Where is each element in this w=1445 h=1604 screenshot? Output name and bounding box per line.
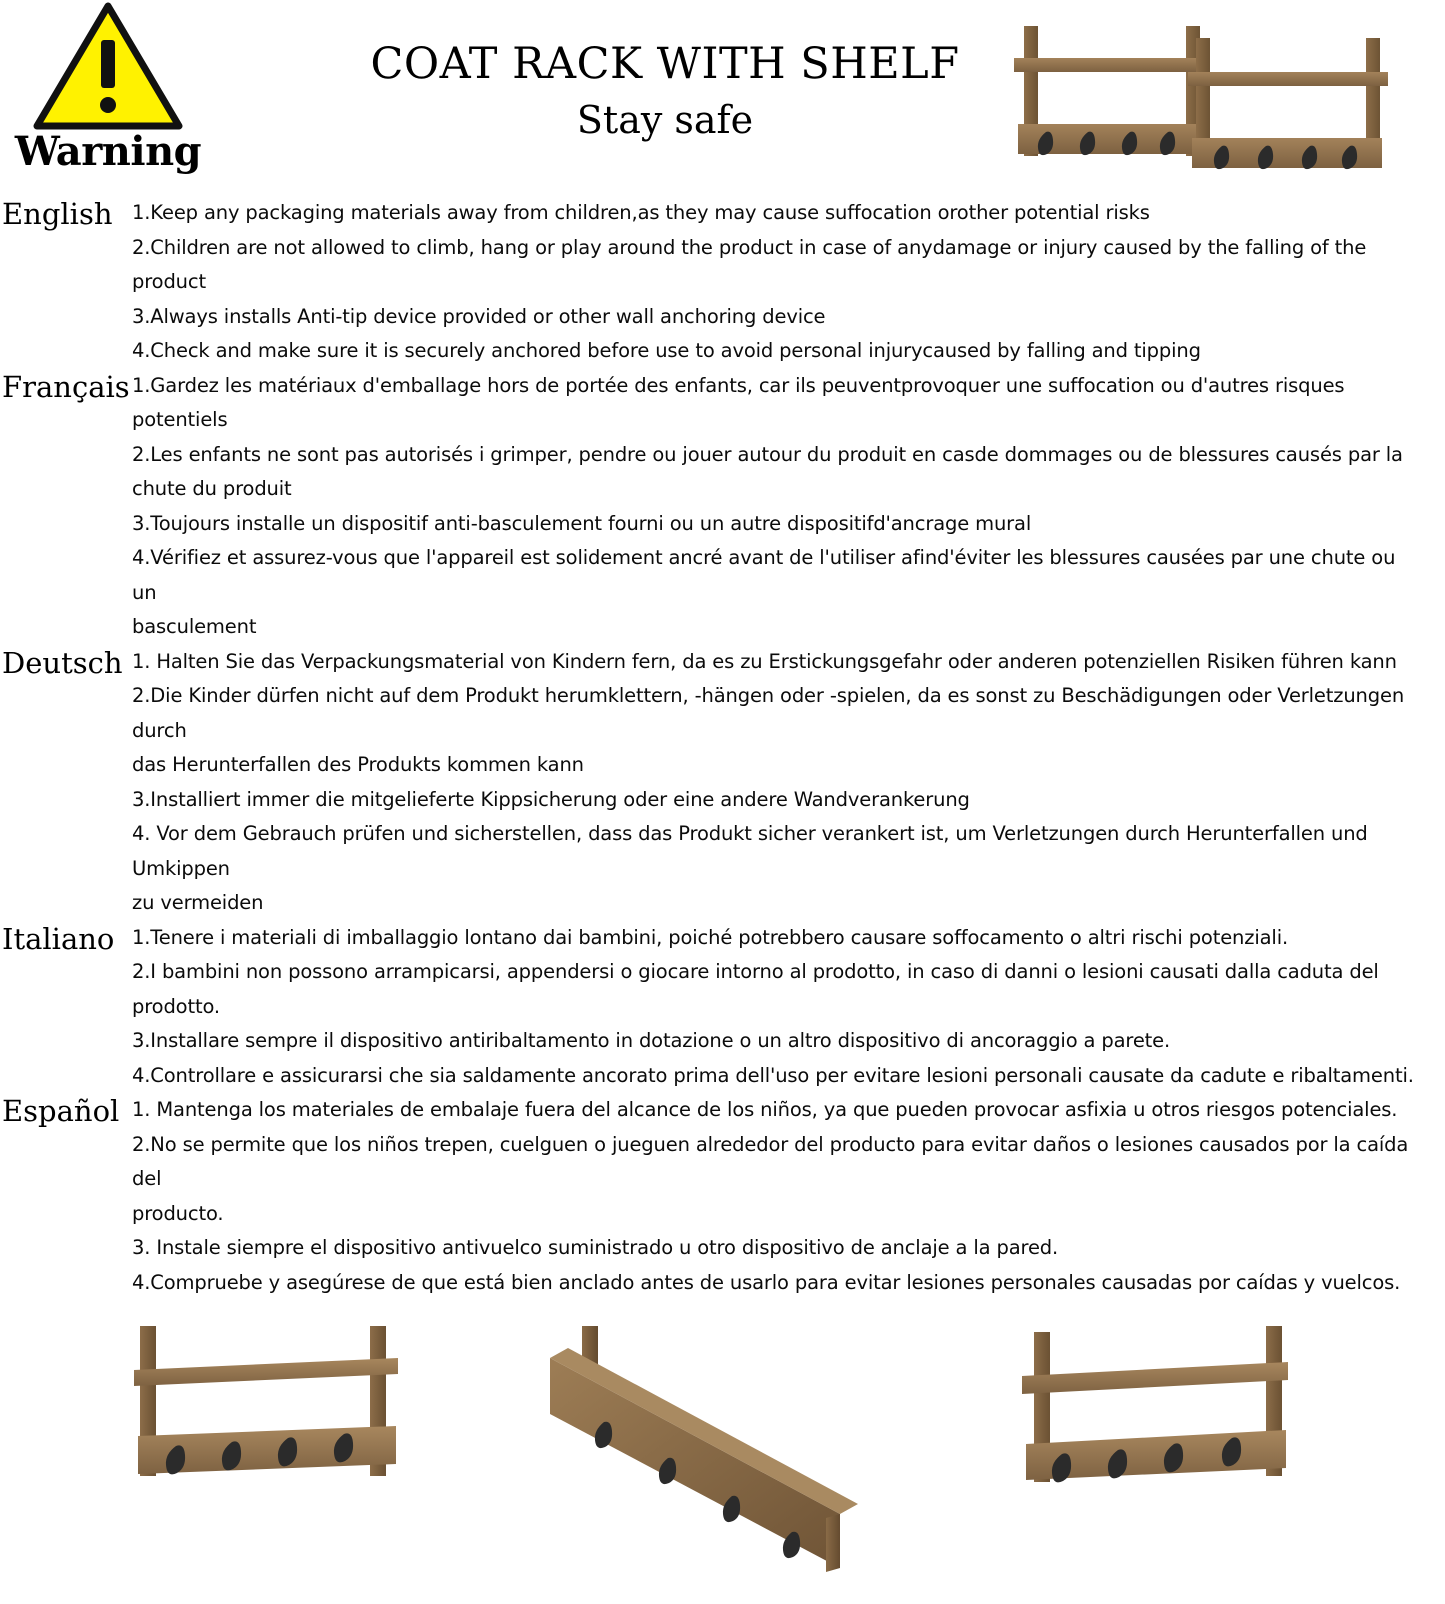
language-block-deutsch	[0, 645, 1435, 921]
title-main: COAT RACK WITH SHELF	[370, 39, 960, 89]
warning-line: 3.Installiert immer die mitgelieferte Kippsicherung oder eine andere Wandverankerung	[132, 787, 970, 811]
warning-line: 4.Check and make sure it is securely anchored before use to avoid personal injurycaused by falling and tipping	[132, 339, 1201, 362]
language-label-deutsch: Deutsch	[2, 645, 123, 680]
language-block-francais	[0, 369, 1435, 645]
warning-line: 3. Instale siempre el dispositivo antivuelco suministrado u otro dispositivo de anclaje a la pared.	[132, 1236, 1059, 1259]
warning-line: 3.Toujours installe un dispositif anti-basculement fourni ou un autre dispositifd'ancrage mural	[132, 511, 1032, 535]
document-header	[0, 0, 1445, 196]
language-label-espanol: Español	[2, 1094, 120, 1128]
coat-rack-angled-view	[540, 1318, 900, 1600]
product-gallery	[0, 1318, 1445, 1600]
coat-rack-front-right-view	[1000, 1318, 1320, 1508]
warning-line: 4. Vor dem Gebrauch prüfen und sicherstellen, dass das Produkt sicher verankert ist, um Verletzungen durch Herunterfallen und Umkippen	[132, 822, 1368, 880]
language-lines-deutsch	[132, 645, 1435, 921]
warning-line: 1.Keep any packaging materials away from children,as they may cause suffocation orother potential risks	[132, 201, 1150, 224]
warning-line: 3.Always installs Anti-tip device provided or other wall anchoring device	[132, 304, 826, 328]
language-lines-english	[132, 196, 1435, 369]
warning-line: 1.Gardez les matériaux d'emballage hors de portée des enfants, car ils peuventprovoquer une suffocation ou d'autres risques potentiels	[132, 373, 1345, 431]
warning-line: 2.Les enfants ne sont pas autorisés i grimper, pendre ou jouer autour du produit en casde dommages ou de blessures causés par la	[132, 442, 1403, 466]
title-sub: Stay safe	[576, 98, 754, 142]
warning-text-content	[0, 196, 1445, 1300]
warning-line: 1.Tenere i materiali di imballaggio lontano dai bambini, poiché potrebbero causare soffocamento o altri rischi potenziali.	[132, 925, 1289, 949]
language-label-italiano: Italiano	[2, 921, 115, 956]
header-product-illustration	[1000, 20, 1420, 185]
warning-line: 4.Controllare e assicurarsi che sia saldamente ancorato prima dell'uso per evitare lesioni personali causate da cadute e ribaltamenti.	[132, 1063, 1414, 1087]
language-label-english: English	[2, 197, 113, 231]
language-label-francais: Français	[2, 369, 130, 404]
page-title	[215, 38, 1115, 144]
warning-triangle-icon	[33, 2, 183, 130]
warning-line: producto.	[132, 1201, 224, 1225]
language-lines-francais	[132, 369, 1435, 645]
language-block-espanol	[0, 1093, 1435, 1300]
language-lines-italiano	[132, 921, 1435, 1094]
language-block-english	[0, 196, 1435, 369]
warning-line: chute du produit	[132, 477, 292, 500]
warning-line: 1. Halten Sie das Verpackungsmaterial von Kindern fern, da es zu Erstickungsgefahr oder anderen potenziellen Risiken führen kann	[132, 649, 1397, 673]
warning-line: 2.Die Kinder dürfen nicht auf dem Produkt herumklettern, -hängen oder -spielen, da es sonst zu Beschädigungen oder Verletzungen durch	[132, 684, 1405, 742]
warning-line: 3.Installare sempre il dispositivo antiribaltamento in dotazione o un altro dispositivo di ancoraggio a parete.	[132, 1029, 1171, 1052]
warning-line: 1. Mantenga los materiales de embalaje fuera del alcance de los niños, ya que pueden provocar asfixia u otros riesgos potenciales.	[132, 1098, 1398, 1121]
warning-line: 4.Vérifiez et assurez-vous que l'appareil est solidement ancré avant de l'utiliser afind'éviter les blessures causées par une chute ou un	[132, 546, 1396, 604]
warning-label: Warning	[14, 128, 202, 175]
warning-line: 2.Children are not allowed to climb, hang or play around the product in case of anydamage or injury caused by the falling of the product	[132, 235, 1367, 293]
language-lines-espanol	[132, 1093, 1435, 1300]
warning-line: das Herunterfallen des Produkts kommen kann	[132, 753, 584, 776]
warning-line: 4.Compruebe y asegúrese de que está bien anclado antes de usarlo para evitar lesiones personales causadas por caídas y vuelcos.	[132, 1270, 1401, 1294]
warning-line: 2.I bambini non possono arrampicarsi, appendersi o giocare intorno al prodotto, in caso di danni o lesioni causati dalla caduta del prodotto.	[132, 960, 1379, 1018]
warning-block	[4, 2, 212, 175]
language-block-italiano	[0, 921, 1435, 1094]
warning-line: 2.No se permite que los niños trepen, cuelguen o jueguen alrededor del producto para evitar daños o lesiones causados por la caída del	[132, 1132, 1409, 1190]
coat-rack-front-left-view	[120, 1318, 440, 1508]
warning-line: basculement	[132, 615, 257, 638]
warning-line: zu vermeiden	[132, 891, 264, 914]
